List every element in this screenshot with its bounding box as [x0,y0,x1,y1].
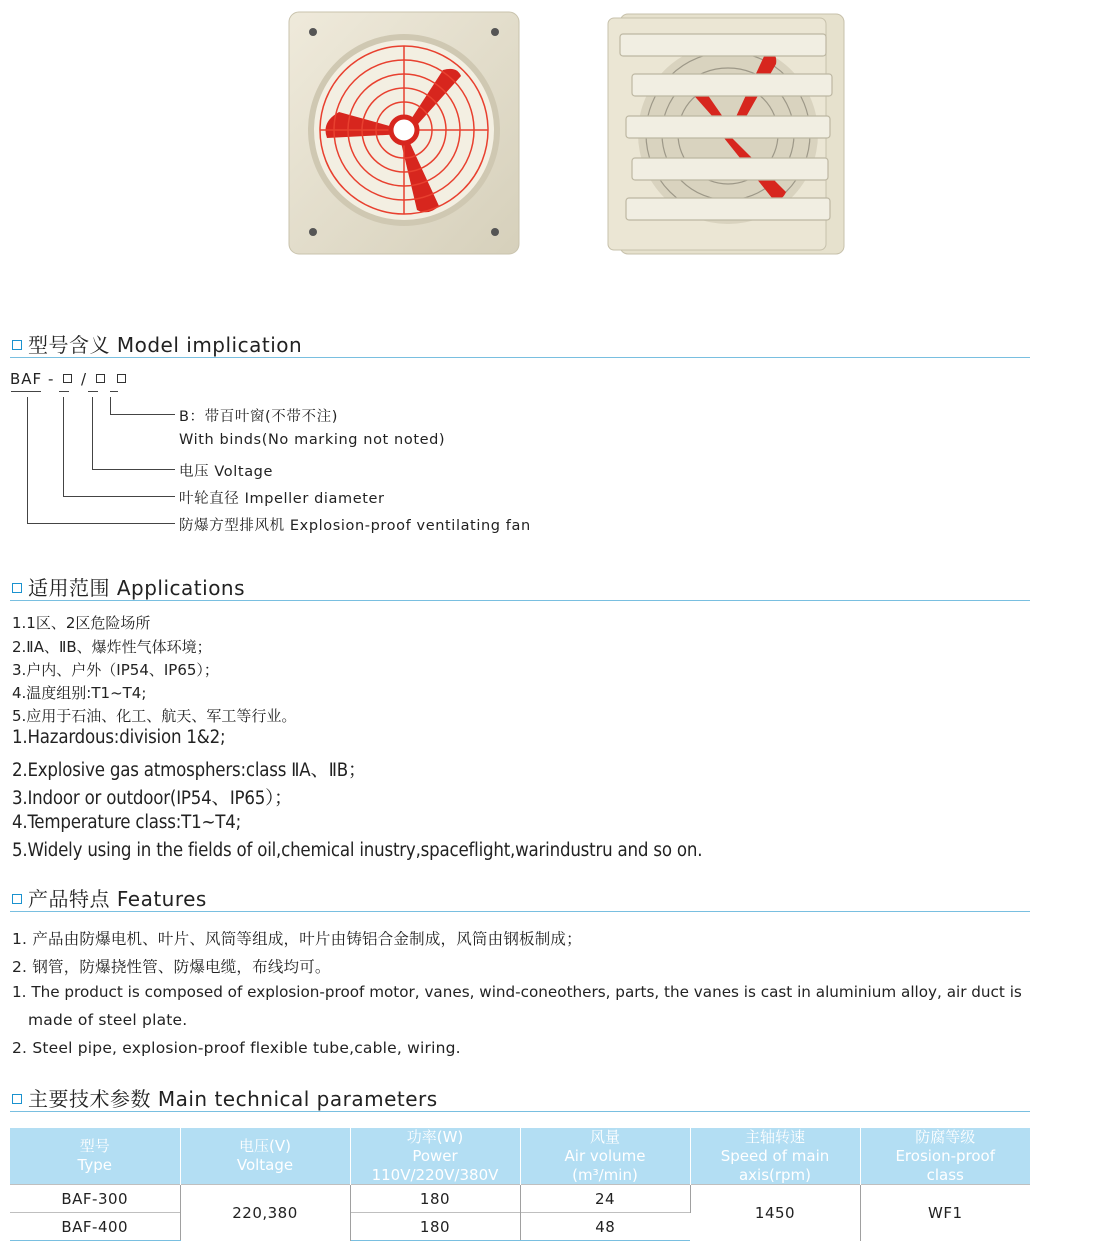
square-bullet-icon [12,894,22,904]
cell-power: 180 [350,1213,520,1241]
application-cn-item: 4.温度组别:T1~T4; [12,684,147,702]
section-title: 适用范围 Applications [28,576,246,600]
diagram-line [110,391,118,392]
application-en-item: 2.Explosive gas atmosphers:class ⅡA、ⅡB； [12,760,367,781]
column-header-erosion: 防腐等级 Erosion-proof class [860,1128,1030,1185]
application-en-item: 1.Hazardous:division 1&2; [12,727,226,748]
feature-cn-item: 2. 钢管，防爆挠性管、防爆电缆，布线均可。 [12,958,331,976]
model-label-fan: 防爆方型排风机 Explosion-proof ventilating fan [179,518,531,534]
square-bullet-icon [12,583,22,593]
section-title: 产品特点 Features [28,887,207,911]
section-header-applications [10,572,1030,601]
section-title: 型号含义 Model implication [28,333,303,357]
application-cn-item: 1.1区、2区危险场所 [12,614,151,632]
cell-type: BAF-400 [10,1213,180,1241]
model-label-voltage: 电压 Voltage [179,464,273,480]
application-en-item: 4.Temperature class:T1~T4; [12,812,242,833]
column-header-air-volume: 风量 Air volume (m³/min) [520,1128,690,1185]
fan-front-image [287,10,521,256]
column-header-speed: 主轴转速 Speed of main axis(rpm) [690,1128,860,1185]
cell-speed: 1450 [690,1185,860,1241]
diagram-line [11,391,41,392]
feature-en-item: 2. Steel pipe, explosion-proof flexible tube,cable, wiring. [12,1039,461,1057]
placeholder-box-icon [96,374,105,383]
parameters-table [10,1128,1030,1241]
model-code-prefix: BAF - [10,370,55,388]
column-header-power: 功率(W) Power 110V/220V/380V [350,1128,520,1185]
feature-cn-item: 1. 产品由防爆电机、叶片、风筒等组成，叶片由铸铝合金制成，风筒由钢板制成； [12,930,582,948]
fan-louver-image [606,12,846,256]
section-header-features [10,883,1030,912]
table-row [10,1185,1030,1213]
section-header-parameters [10,1083,1030,1112]
model-label-louver: B：带百叶窗(不带不注) [179,409,338,425]
cell-air-volume: 48 [520,1213,690,1241]
column-header-type: 型号 Type [10,1128,180,1185]
placeholder-box-icon [63,374,72,383]
cell-type: BAF-300 [10,1185,180,1213]
model-code-separator: / [80,370,87,388]
cell-erosion: WF1 [860,1185,1030,1241]
section-header-model [10,329,1030,358]
square-bullet-icon [12,1094,22,1104]
diagram-line [59,391,69,392]
application-cn-item: 5.应用于石油、化工、航天、军工等行业。 [12,707,297,725]
section-title: 主要技术参数 Main technical parameters [28,1087,438,1111]
column-header-voltage: 电压(V) Voltage [180,1128,350,1185]
table-header-row [10,1128,1030,1185]
model-code [10,370,129,388]
cell-air-volume: 24 [520,1185,690,1213]
placeholder-box-icon [117,374,126,383]
diagram-line [27,397,175,524]
model-label-impeller: 叶轮直径 Impeller diameter [179,491,385,507]
application-cn-item: 2.ⅡA、ⅡB、爆炸性气体环境； [12,638,212,656]
feature-en-item-continued: made of steel plate. [28,1011,188,1029]
cell-power: 180 [350,1185,520,1213]
application-cn-item: 3.户内、户外（IP54、IP65）； [12,661,219,679]
cell-voltage: 220,380 [180,1185,350,1241]
model-label-louver-en: With binds(No marking not noted) [179,432,446,448]
application-en-item: 5.Widely using in the fields of oil,chemical inustry,spaceflight,warindustru and so on. [12,840,703,861]
application-en-item: 3.Indoor or outdoor(IP54、IP65）； [12,788,293,809]
feature-en-item: 1. The product is composed of explosion-proof motor, vanes, wind-coneothers, parts, the vanes is cast in aluminium alloy, air duct is [12,983,1022,1001]
square-bullet-icon [12,340,22,350]
diagram-line [88,391,98,392]
